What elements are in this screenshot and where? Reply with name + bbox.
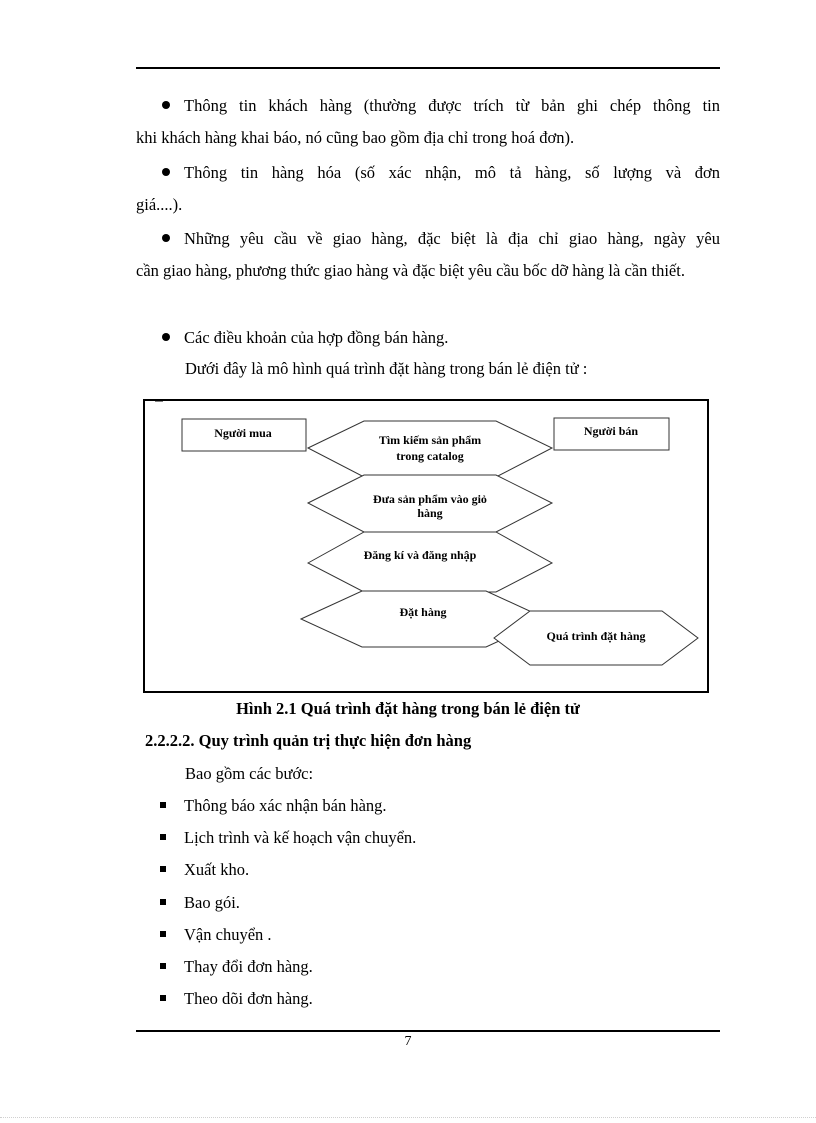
bullet-paragraph-3: Những yêu cầu về giao hàng, đặc biệt là địa chỉ giao hàng, ngày yêu cần giao hàng, phương thức giao hàng và đặc biệt yêu cầu bốc dỡ hàng là cần thiết.: [136, 229, 720, 280]
bullet-paragraph-1: Thông tin khách hàng (thường được trích từ bản ghi chép thông tin khi khách hàng khai báo, nó cũng bao gồm địa chỉ trong hoá đơn).: [136, 96, 720, 147]
step-cart-line2: hàng: [417, 506, 443, 520]
buyer-label: Người mua: [214, 426, 272, 440]
seller-label: Người bán: [583, 424, 639, 438]
square-bullet-icon: [160, 834, 166, 840]
list-item: Thông báo xác nhận bán hàng.: [160, 796, 387, 816]
list-item: Xuất kho.: [160, 860, 249, 880]
footer-rule: [136, 1030, 720, 1032]
square-bullet-icon: [160, 995, 166, 1001]
order-process-label: Quá trình đặt hàng: [546, 629, 646, 643]
section-heading: 2.2.2.2. Quy trình quản trị thực hiện đơn hàng: [145, 731, 472, 750]
figure-caption: Hình 2.1 Quá trình đặt hàng trong bán lẻ điện tử: [236, 699, 580, 718]
list-item: Thay đổi đơn hàng.: [160, 957, 313, 977]
step-order-label: Đặt hàng: [399, 605, 447, 619]
step-cart-line1: Đưa sản phẩm vào giỏ: [373, 492, 487, 506]
header-rule: [136, 67, 720, 69]
list-item: Vận chuyển .: [160, 925, 272, 945]
list-item: Lịch trình và kế hoạch vận chuyển.: [160, 828, 416, 848]
order-process-diagram: [143, 399, 709, 693]
step-search-line1: Tìm kiếm sản phẩm: [378, 433, 482, 447]
bullet-icon: [162, 234, 170, 242]
square-bullet-icon: [160, 931, 166, 937]
bullet-icon: [162, 168, 170, 176]
page-edge: [0, 1117, 816, 1118]
square-bullet-icon: [160, 866, 166, 872]
step-search-line2: trong catalog: [396, 449, 464, 463]
bullet-paragraph-4: Các điều khoản của hợp đồng bán hàng.: [136, 322, 720, 354]
square-bullet-icon: [160, 899, 166, 905]
step-register-label: Đăng kí và đăng nhập: [363, 548, 477, 562]
bullet-icon: [162, 333, 170, 341]
list-item: Theo dõi đơn hàng.: [160, 989, 313, 1009]
list-item: Bao gói.: [160, 893, 240, 913]
square-bullet-icon: [160, 963, 166, 969]
bullet-icon: [162, 101, 170, 109]
page-number: 7: [404, 1034, 412, 1049]
diagram-intro: Dưới đây là mô hình quá trình đặt hàng trong bán lẻ điện tử :: [185, 359, 588, 378]
steps-intro: Bao gồm các bước:: [185, 764, 314, 783]
square-bullet-icon: [160, 802, 166, 808]
bullet-paragraph-2: Thông tin hàng hóa (số xác nhận, mô tả hàng, số lượng và đơn giá....).: [136, 163, 720, 214]
